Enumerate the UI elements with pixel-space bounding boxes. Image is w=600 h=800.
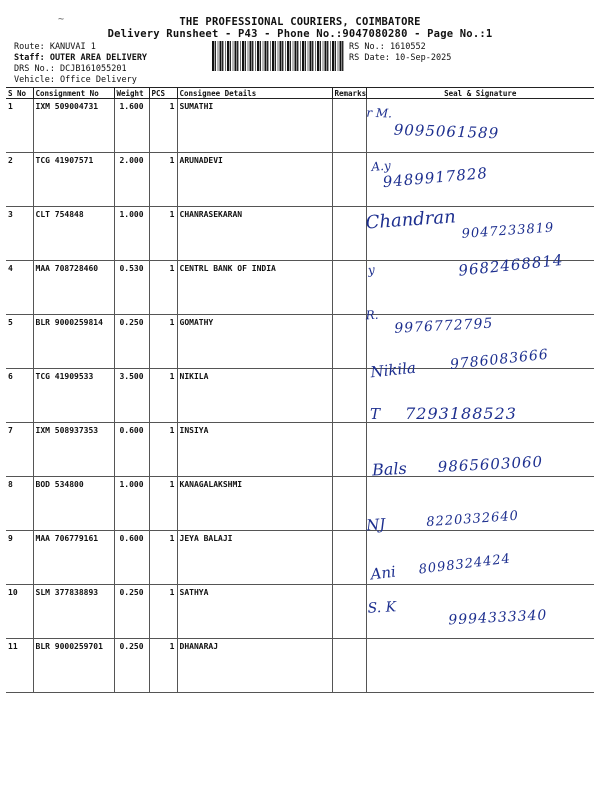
row-weight: 0.250 xyxy=(114,585,149,639)
row-consignee: CENTRL BANK OF INDIA xyxy=(177,261,332,315)
row-consignment: IXM 509004731 xyxy=(33,99,114,153)
row-sno: 5 xyxy=(6,315,33,369)
barcode-bar xyxy=(327,41,328,71)
row-weight: 0.530 xyxy=(114,261,149,315)
barcode-bar xyxy=(222,41,223,71)
row-weight: 1.000 xyxy=(114,207,149,261)
row-pcs: 1 xyxy=(149,477,177,531)
barcode-bar xyxy=(312,41,313,71)
signature-name: R. xyxy=(365,307,379,323)
signature-phone: 9095061589 xyxy=(393,120,500,143)
company-title: THE PROFESSIONAL COURIERS, COIMBATORE xyxy=(179,16,421,28)
row-consignee: JEYA BALAJI xyxy=(177,531,332,585)
barcode-bar xyxy=(220,41,222,71)
row-consignment: MAA 708728460 xyxy=(33,261,114,315)
row-pcs: 1 xyxy=(149,207,177,261)
row-remarks xyxy=(332,531,366,585)
vehicle-text: Vehicle: Office Delivery xyxy=(14,75,137,85)
route-text: Route: KANUVAI 1 xyxy=(14,42,96,52)
barcode-bar xyxy=(215,41,216,71)
row-sno: 1 xyxy=(6,99,33,153)
row-remarks xyxy=(332,261,366,315)
barcode-bar xyxy=(252,41,253,71)
row-sno: 10 xyxy=(6,585,33,639)
row-pcs: 1 xyxy=(149,261,177,315)
row-consignment: CLT 754848 xyxy=(33,207,114,261)
barcode-bar xyxy=(282,41,283,71)
barcode-bar xyxy=(275,41,276,71)
handwritten-signature xyxy=(370,404,517,423)
signature-phone: 8098324424 xyxy=(417,551,512,578)
barcode-bar xyxy=(242,41,244,71)
staff-text: Staff: OUTER AREA DELIVERY xyxy=(14,53,148,63)
header-weight: Weight xyxy=(114,88,149,99)
barcode-bar xyxy=(245,41,246,71)
row-consignment: SLM 377838893 xyxy=(33,585,114,639)
signature-name: T xyxy=(370,405,381,423)
signature-phone: 9976772795 xyxy=(393,315,494,337)
barcode-bar xyxy=(310,41,312,71)
row-consignment: TCG 41907571 xyxy=(33,153,114,207)
row-sno: 8 xyxy=(6,477,33,531)
row-pcs: 1 xyxy=(149,99,177,153)
row-pcs: 1 xyxy=(149,531,177,585)
row-sno: 6 xyxy=(6,369,33,423)
row-remarks xyxy=(332,99,366,153)
row-consignee: CHANRASEKARAN xyxy=(177,207,332,261)
barcode-bar xyxy=(260,41,261,71)
barcode-bar xyxy=(297,41,298,71)
row-sno: 9 xyxy=(6,531,33,585)
row-weight: 0.250 xyxy=(114,639,149,693)
barcode-bar xyxy=(287,41,289,71)
row-sno: 3 xyxy=(6,207,33,261)
barcode-bar xyxy=(320,41,321,71)
row-weight: 0.250 xyxy=(114,315,149,369)
row-consignee: ARUNADEVI xyxy=(177,153,332,207)
row-consignment: MAA 706779161 xyxy=(33,531,114,585)
barcode-bar xyxy=(340,41,342,71)
row-pcs: 1 xyxy=(149,315,177,369)
row-sno: 2 xyxy=(6,153,33,207)
signature-name: y xyxy=(367,262,376,278)
barcode-bar xyxy=(265,41,267,71)
barcode-bar xyxy=(257,41,259,71)
barcode-bar xyxy=(263,41,264,71)
runsheet-meta-left xyxy=(14,42,147,86)
row-consignee: GOMATHY xyxy=(177,315,332,369)
barcode-bar xyxy=(248,41,249,71)
barcode-bar xyxy=(227,41,229,71)
rs-number-text: RS No.: 1610552 xyxy=(349,42,426,52)
row-consignment: IXM 508937353 xyxy=(33,423,114,477)
barcode-bar xyxy=(290,41,291,71)
row-weight: 0.600 xyxy=(114,423,149,477)
table-row xyxy=(6,639,594,693)
row-weight: 3.500 xyxy=(114,369,149,423)
row-pcs: 1 xyxy=(149,153,177,207)
row-sno: 7 xyxy=(6,423,33,477)
row-consignment: BLR 9000259814 xyxy=(33,315,114,369)
row-remarks xyxy=(332,477,366,531)
barcode-bar xyxy=(335,41,336,71)
signature-name: Ani xyxy=(369,562,397,584)
row-pcs: 1 xyxy=(149,585,177,639)
signature-name: A.y xyxy=(370,158,392,175)
row-weight: 0.600 xyxy=(114,531,149,585)
row-consignee: DHANARAJ xyxy=(177,639,332,693)
signature-name: Nikila xyxy=(369,358,417,382)
signature-name: Chandran xyxy=(364,206,457,234)
row-consignee: NIKILA xyxy=(177,369,332,423)
barcode-bar xyxy=(300,41,301,71)
barcode-bar xyxy=(295,41,297,71)
signature-phone: 9786083666 xyxy=(449,346,550,373)
row-remarks xyxy=(332,315,366,369)
header-pcs: PCS xyxy=(149,88,177,99)
barcode-bar xyxy=(332,41,334,71)
barcode-bar xyxy=(212,41,214,71)
header-remarks: Remarks xyxy=(332,88,366,99)
header-sno: S No xyxy=(6,88,33,99)
barcode-bar xyxy=(233,41,234,71)
barcode-bar xyxy=(330,41,331,71)
row-remarks xyxy=(332,585,366,639)
barcode-bar xyxy=(315,41,316,71)
row-remarks xyxy=(332,153,366,207)
barcode-bar xyxy=(267,41,268,71)
signature-phone: 9682468814 xyxy=(457,250,565,280)
rs-date-text: RS Date: 10-Sep-2025 xyxy=(349,53,452,63)
row-remarks xyxy=(332,207,366,261)
row-pcs: 1 xyxy=(149,639,177,693)
header-consignee: Consignee Details xyxy=(177,88,332,99)
barcode-bar xyxy=(302,41,304,71)
row-remarks xyxy=(332,369,366,423)
corner-mark: ~ xyxy=(58,14,65,25)
row-consignee: INSIYA xyxy=(177,423,332,477)
barcode-bar xyxy=(270,41,271,71)
header-signature: Seal & Signature xyxy=(366,88,594,99)
row-pcs: 1 xyxy=(149,369,177,423)
row-remarks xyxy=(332,639,366,693)
row-consignee: KANAGALAKSHMI xyxy=(177,477,332,531)
signature-name: Bals xyxy=(371,458,408,480)
row-sno: 11 xyxy=(6,639,33,693)
row-consignment: TCG 41909533 xyxy=(33,369,114,423)
signature-phone: 8220332640 xyxy=(425,508,520,531)
barcode-bar xyxy=(317,41,319,71)
barcode-bar xyxy=(323,41,324,71)
signature-name: r M. xyxy=(366,105,393,121)
table-row xyxy=(6,99,594,153)
handwritten-signature xyxy=(365,106,499,143)
signature-phone: 9865603060 xyxy=(437,452,544,477)
barcode-bar xyxy=(255,41,256,71)
row-consignment: BOD 534800 xyxy=(33,477,114,531)
barcode-bar xyxy=(240,41,241,71)
barcode-bar xyxy=(280,41,282,71)
barcode-bar xyxy=(225,41,226,71)
barcode-bar xyxy=(272,41,274,71)
barcode-bar xyxy=(250,41,252,71)
row-consignment: BLR 9000259701 xyxy=(33,639,114,693)
row-consignee: SATHYA xyxy=(177,585,332,639)
barcode-image xyxy=(212,41,344,71)
barcode-bar xyxy=(230,41,231,71)
header-consignment: Consignment No xyxy=(33,88,114,99)
barcode-bar xyxy=(338,41,339,71)
barcode-bar xyxy=(293,41,294,71)
signature-phone: 7293188523 xyxy=(405,404,517,423)
row-weight: 1.000 xyxy=(114,477,149,531)
barcode-bar xyxy=(325,41,327,71)
row-weight: 1.600 xyxy=(114,99,149,153)
signature-name: S. K xyxy=(367,599,397,617)
barcode-bar xyxy=(237,41,238,71)
signature-phone: 9047233819 xyxy=(461,220,555,242)
drs-text: DRS No.: DCJB161055201 xyxy=(14,64,127,74)
row-consignee: SUMATHI xyxy=(177,99,332,153)
row-remarks xyxy=(332,423,366,477)
barcode-bar xyxy=(278,41,279,71)
barcode-bar xyxy=(235,41,237,71)
row-pcs: 1 xyxy=(149,423,177,477)
signature-phone: 9994333340 xyxy=(448,607,548,629)
barcode-bar xyxy=(308,41,309,71)
row-signature-cell xyxy=(366,639,594,693)
barcode-bar xyxy=(218,41,219,71)
barcode-bar xyxy=(342,41,343,71)
signature-phone: 9489917828 xyxy=(382,163,489,192)
row-weight: 2.000 xyxy=(114,153,149,207)
table-header-row xyxy=(6,88,594,99)
runsheet-subtitle: Delivery Runsheet - P43 - Phone No.:9047080280 - Page No.:1 xyxy=(107,28,493,40)
row-sno: 4 xyxy=(6,261,33,315)
table-row xyxy=(6,153,594,207)
signature-name: NJ xyxy=(365,515,386,535)
barcode-bar xyxy=(305,41,306,71)
barcode-bar xyxy=(285,41,286,71)
runsheet-meta-right xyxy=(349,42,451,64)
